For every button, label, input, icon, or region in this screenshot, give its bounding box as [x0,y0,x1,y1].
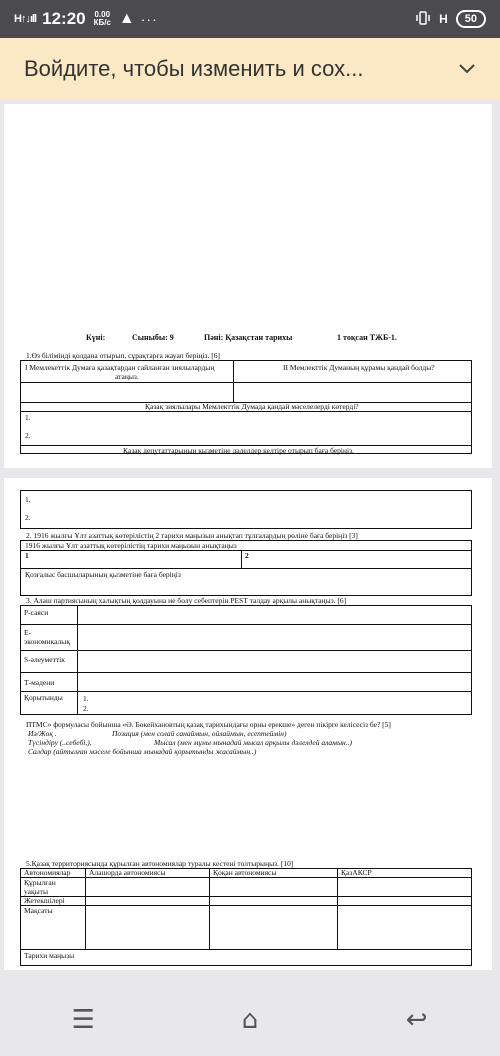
pest-t: Т-мәдени [24,678,55,687]
pest-e1: Е- [24,628,32,637]
document-page-2 [4,478,492,970]
pest-e2: экономикалық [24,637,70,646]
vibrate-icon [415,11,431,28]
t5-r2: Жетекшілері [24,896,65,905]
pest-s: S-әлеуметтік [24,655,65,664]
t2-c2: 2 [245,551,249,560]
t5-h3: ҚазАКСР [341,868,372,877]
ptms-3: Салдар (айтылған мәселе бойынша мынадай қорытынды жасаймын..) [28,747,257,756]
carry-num2: 2. [25,513,31,522]
system-nav-bar [0,984,500,1056]
battery-indicator: 50 [456,10,486,28]
pest-n1: 1. [83,694,89,703]
more-notifications-icon: ··· [140,11,158,27]
t1-col2: ІІ Мемлекттік Думаның құрамы қандай болды? [283,363,435,372]
warning-icon: ▲ [118,10,135,27]
header-subject: Пәні: Қазақстан тарихы [204,333,293,342]
pest-conclusion: Қорытынды [24,693,63,702]
t2-c1: 1 [25,551,29,560]
document-page-1 [4,104,492,468]
t1-col1-line1: І Мемлекеттік Думаға қазақтардан сайланған зиялылардың [25,363,215,372]
t2-head: 1916 жылғы Ұлт азаттық көтерілістің тарихи маңызын анықтаңыз [25,541,237,550]
t5-r4: Тарихи маңызы [24,951,75,960]
task-4-prompt: ПТМС» формуласы бойынша «Ә. Бөкейхановтың қазақ тарихындағы орны ерекше» деген пікірге келісесіз бе? [5] [26,720,391,729]
status-right [415,10,486,28]
status-time: 12:20 [42,9,86,28]
speed-unit: КБ/с [93,18,111,27]
t5-r1a: Құрылған [24,878,56,887]
task-2-prompt: 2. 1916 жылғы Ұлт азаттық көтерілістің 2 тарихи маңызын анықтап тұлғалардың рөліне баға беріңіз [3] [26,531,358,540]
t5-h1: Алашорда автономиясы [89,868,166,877]
ptms-2a: Түсіндіру (..себебі,), [28,738,92,747]
back-button[interactable] [387,1000,447,1040]
t1-num1: 1. [25,413,31,422]
back-icon: ↩ [405,1005,428,1035]
t5-h0: Автономиялар [24,868,71,877]
menu-icon: ☰ [71,1005,95,1035]
network-speed [94,11,111,27]
carryover-table [20,490,472,529]
t5-r1b: уақыты [24,887,48,896]
t1-col1-line2: атаңыз. [115,372,139,381]
header-day: Күні: [86,333,106,342]
status-bar [0,0,500,38]
ptms-1b: Позиция (мен солай санаймын, ойлаймын, есептеймін) [112,729,287,738]
pest-table [20,605,472,715]
carry-num1: 1. [25,495,31,504]
home-icon: ⌂ [241,1005,259,1035]
t2-row: Қозғалыс басшыларының қызметіне баға беріңіз [25,570,181,579]
speed-value: 0.00 [94,10,111,19]
chevron-down-icon[interactable] [458,59,476,80]
recent-apps-button[interactable] [53,1000,113,1040]
task-2-table [20,540,472,596]
t5-r3: Мақсаты [24,906,53,915]
home-button[interactable] [220,1000,280,1040]
pest-p: Р-саяси [24,608,49,617]
t1-row3: Қазақ зиялылары Мемлекттік Думада қандай мәселелерді көтерді? [145,402,359,411]
signal-icon: H↑↓ıll [14,13,37,25]
pest-n2: 2. [83,704,89,713]
header-class: Сыныбы: 9 [132,333,174,342]
header-quarter: 1 тоқсан ТЖБ-1. [337,333,397,342]
t5-h2: Қоқан автономиясы [213,868,277,877]
task-5-prompt: 5.Қазақ территориясында құрылған автономиялар туралы кестені толтырыңыз. [10] [26,859,294,868]
task-5-table [20,868,472,966]
t1-num2: 2. [25,431,31,440]
ptms-2b: Мысал (мен мұны мынадай мысал арқылы дәлелдей аламын..) [154,738,353,747]
task-1-table [20,360,472,454]
task-1-prompt: 1.Өз білімінді қолдана отырып, сұрақтарға жауап беріңіз. [6] [26,351,221,360]
banner-title: Войдите, чтобы изменить и сох... [24,56,364,81]
network-type: H [439,12,448,26]
t1-row5: Қазақ депутаттарының қызметіне дәлелдер келтіре отырып баға беріңіз. [123,446,354,455]
ptms-1a: Иә/Жоқ . [28,729,57,738]
sign-in-banner[interactable] [0,38,500,100]
task-3-prompt: 3. Алаш партиясының халықтың қолдауына ие болу себептерін PEST талдау арқылы анықтаңыз. [6] [26,596,347,605]
